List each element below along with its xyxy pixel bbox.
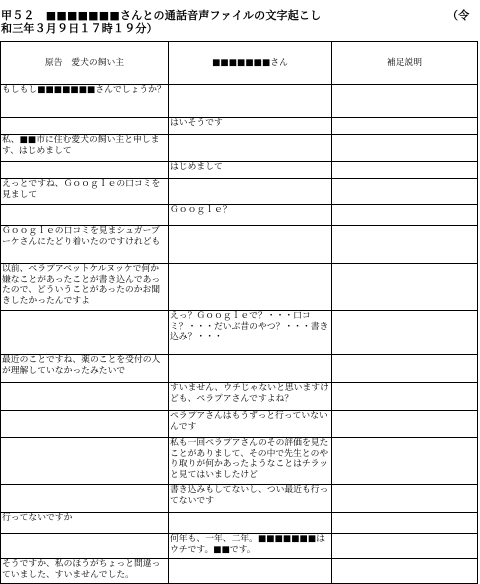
other-cell: はいそうです <box>169 118 332 135</box>
table-row <box>1 534 478 559</box>
other-cell: すいません、ウチじゃないと思いますけども、ペラプアさんですよね？ <box>169 383 332 411</box>
table-row <box>1 85 478 118</box>
other-cell <box>169 85 332 118</box>
table-row <box>1 162 478 179</box>
table-row <box>1 205 478 226</box>
note-cell <box>332 485 478 513</box>
table-row <box>1 226 478 264</box>
header-notes: 補足説明 <box>332 42 478 85</box>
note-cell <box>332 226 478 264</box>
note-cell <box>332 85 478 118</box>
note-cell <box>332 179 478 205</box>
header-row <box>1 42 478 85</box>
note-cell <box>332 205 478 226</box>
other-cell: 書き込みもしてないし、つい最近も行ってないです <box>169 485 332 513</box>
owner-cell <box>1 311 169 355</box>
other-cell <box>169 355 332 383</box>
note-cell <box>332 513 478 534</box>
note-cell <box>332 135 478 162</box>
note-cell <box>332 438 478 485</box>
owner-cell: Ｇｏｏｇｌｅの口コミを見まシュガーブーケさんにたどり着いたのですけれども <box>1 226 169 264</box>
title-line-2: 和三年３月９日１７時１９分） <box>1 22 158 35</box>
note-cell <box>332 355 478 383</box>
other-cell: Ｇｏｏｇｌｅ？ <box>169 205 332 226</box>
table-row <box>1 485 478 513</box>
document-title <box>1 9 477 35</box>
note-cell <box>332 118 478 135</box>
table-row <box>1 355 478 383</box>
table-row <box>1 311 478 355</box>
table-row <box>1 438 478 485</box>
note-cell <box>332 383 478 411</box>
note-cell <box>332 411 478 438</box>
owner-cell <box>1 118 169 135</box>
table-row <box>1 383 478 411</box>
owner-cell: 行ってないですか <box>1 513 169 534</box>
other-cell <box>169 179 332 205</box>
title-line-1: 甲５２ ■■■■■■■さんとの通話音声ファイルの文字起こし <box>1 9 322 22</box>
owner-cell <box>1 438 169 485</box>
owner-cell <box>1 485 169 513</box>
table-row <box>1 264 478 311</box>
owner-cell: 私、■■市に住む愛犬の飼い主と申します、はじめまして <box>1 135 169 162</box>
other-cell: 何年も、一年、二年。■■■■■■■はウチです。■■です。 <box>169 534 332 559</box>
owner-cell <box>1 411 169 438</box>
owner-cell: 以前、ペラプアペットケルヌッケで何か嫌なことがあったことが書き込んであったので、どういうことがあったのかお聞きしたかったんですよ <box>1 264 169 311</box>
owner-cell: えっとですね、Ｇｏｏｇｌｅの口コミを見まして <box>1 179 169 205</box>
note-cell <box>332 534 478 559</box>
other-cell <box>169 264 332 311</box>
note-cell <box>332 559 478 584</box>
title-note: （令 <box>447 9 470 22</box>
note-cell <box>332 264 478 311</box>
owner-cell: もしもし■■■■■■■さんでしょうか？ <box>1 85 169 118</box>
owner-cell <box>1 534 169 559</box>
owner-cell <box>1 383 169 411</box>
owner-cell: そうですか、私のほうがちょっと間違っていました、すいませんでした。 <box>1 559 169 584</box>
other-cell <box>169 135 332 162</box>
other-cell: はじめまして <box>169 162 332 179</box>
other-cell <box>169 559 332 584</box>
note-cell <box>332 162 478 179</box>
table-row <box>1 135 478 162</box>
other-cell: 私も一回ペラプアさんのその評価を見たことがありまして、その中で先生とのやり取りが何かあったようなことはチラッと見てはいましたけど <box>169 438 332 485</box>
table-row <box>1 513 478 534</box>
other-cell: えっ？Ｇｏｏｇｌｅで？・・・口コミ？・・・だいぶ昔のやつ？・・・書き込み？・・・ <box>169 311 332 355</box>
other-cell: ペラプアさんはもうずっと行っていないんです <box>169 411 332 438</box>
other-cell <box>169 513 332 534</box>
owner-cell <box>1 205 169 226</box>
note-cell <box>332 311 478 355</box>
table-row <box>1 411 478 438</box>
header-owner: 原告 愛犬の飼い主 <box>1 42 169 85</box>
header-other-party: ■■■■■■■さん <box>169 42 332 85</box>
table-row <box>1 179 478 205</box>
owner-cell <box>1 162 169 179</box>
table-row <box>1 559 478 584</box>
other-cell <box>169 226 332 264</box>
owner-cell: 最近のことですね、薬のことを受付の人が理解していなかったみたいで <box>1 355 169 383</box>
transcript-table <box>0 41 478 584</box>
table-row <box>1 118 478 135</box>
